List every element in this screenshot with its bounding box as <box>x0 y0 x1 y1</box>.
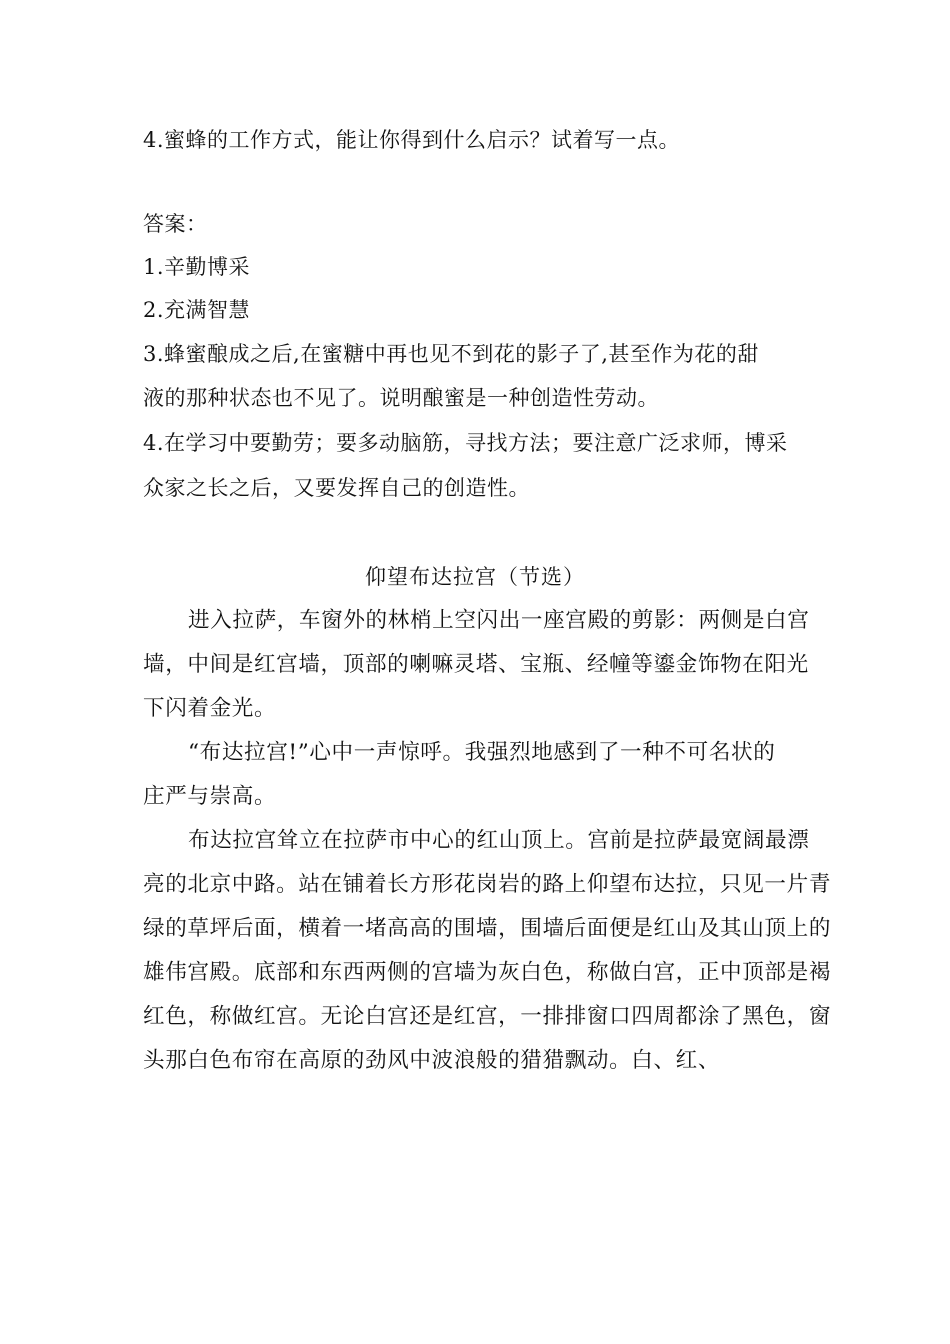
answer-2: 2.充满智慧 <box>143 298 251 322</box>
paragraph-3-line-6: 头那白色布帘在高原的劲风中波浪般的猎猎飘动。白、红、 <box>143 1048 721 1073</box>
question-4: 4.蜜蜂的工作方式，能让你得到什么启示？试着写一点。 <box>143 128 681 152</box>
paragraph-2-line-1: “布达拉宫!”心中一声惊呼。我强烈地感到了一种不可名状的 <box>188 740 776 765</box>
paragraph-3-line-1: 布达拉宫耸立在拉萨市中心的红山顶上。宫前是拉萨最宽阔最漂 <box>188 828 810 853</box>
answer-1: 1.辛勤博采 <box>143 255 251 279</box>
answer-4-line-2: 众家之长之后，又要发挥自己的创造性。 <box>143 476 530 500</box>
answer-4-line-1: 4.在学习中要勤劳；要多动脑筋，寻找方法；要注意广泛求师，博采 <box>143 431 788 455</box>
answers-heading: 答案： <box>143 212 208 236</box>
article-title: 仰望布达拉宫（节选） <box>365 565 585 589</box>
paragraph-2-line-2: 庄严与崇高。 <box>143 784 277 809</box>
paragraph-1-line-2: 墙，中间是红宫墙，顶部的喇嘛灵塔、宝瓶、经幢等鎏金饰物在阳光 <box>143 652 809 677</box>
answer-3-line-1: 3.蜂蜜酿成之后,在蜜糖中再也见不到花的影子了,甚至作为花的甜 <box>143 342 759 366</box>
paragraph-3-line-4: 雄伟宫殿。底部和东西两侧的宫墙为灰白色，称做白宫，正中顶部是褐 <box>143 960 832 985</box>
answer-3-line-2: 液的那种状态也不见了。说明酿蜜是一种创造性劳动。 <box>143 386 659 410</box>
paragraph-1-line-1: 进入拉萨，车窗外的林梢上空闪出一座宫殿的剪影：两侧是白宫 <box>188 608 810 633</box>
paragraph-3-line-5: 红色，称做红宫。无论白宫还是红宫，一排排窗口四周都涂了黑色，窗 <box>143 1004 832 1029</box>
paragraph-3-line-2: 亮的北京中路。站在铺着长方形花岗岩的路上仰望布达拉，只见一片青 <box>143 872 832 897</box>
paragraph-3-line-3: 绿的草坪后面，横着一堵高高的围墙，围墙后面便是红山及其山顶上的 <box>143 916 832 941</box>
paragraph-1-line-3: 下闪着金光。 <box>143 696 277 721</box>
